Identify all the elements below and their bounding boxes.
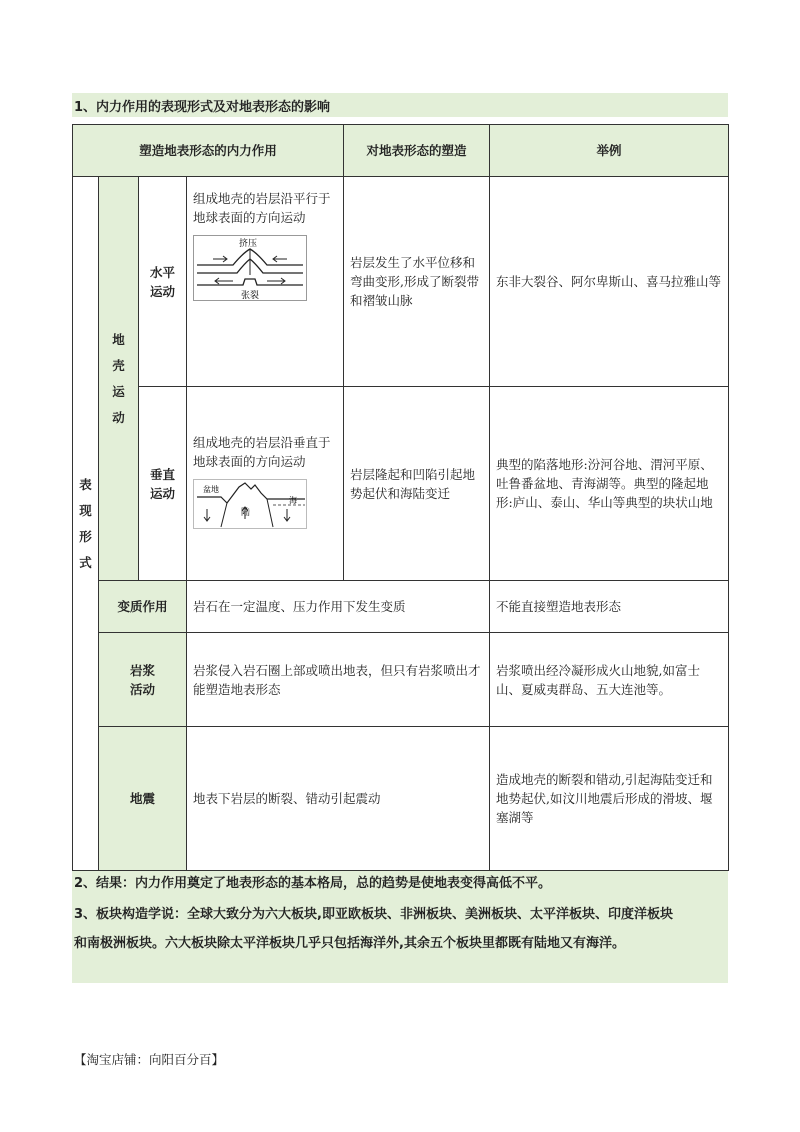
header-col1: 塑造地表形态的内力作用 bbox=[73, 125, 344, 177]
metamorphism-shaping: 岩石在一定温度、压力作用下发生变质 bbox=[187, 581, 490, 633]
magma-shaping: 岩浆侵入岩石圈上部或喷出地表，但只有岩浆喷出才能塑造地表形态 bbox=[187, 633, 490, 727]
vertical-desc: 组成地壳的岩层沿垂直于地球表面的方向运动 bbox=[193, 435, 331, 469]
header-col3: 举例 bbox=[490, 125, 729, 177]
row-horizontal bbox=[73, 177, 729, 387]
horizontal-example: 东非大裂谷、阿尔卑斯山、喜马拉雅山等 bbox=[490, 177, 729, 387]
horizontal-desc: 组成地壳的岩层沿平行于地球表面的方向运动 bbox=[193, 191, 331, 225]
metamorphism-example: 不能直接塑造地表形态 bbox=[490, 581, 729, 633]
horizontal-desc-cell bbox=[187, 177, 344, 387]
magma-label: 岩浆 活动 bbox=[99, 633, 187, 727]
metamorphism-label: 变质作用 bbox=[99, 581, 187, 633]
earthquake-shaping: 地表下岩层的断裂、错动引起震动 bbox=[187, 727, 490, 871]
conclusion-text: 2、结果：内力作用奠定了地表形态的基本格局，总的趋势是使地表变得高低不平。 bbox=[74, 876, 552, 891]
plate-tectonics-line1: 3、板块构造学说：全球大致分为六大板块,即亚欧板块、非洲板块、美洲板块、太平洋板块、印度洋板块 bbox=[74, 907, 673, 922]
fig-basin-label: 盆地 bbox=[203, 485, 219, 494]
plate-tectonics-line2: 和南极洲板块。六大板块除太平洋板块几乎只包括海洋外,其余五个板块里都既有陆地又有海洋。 bbox=[74, 936, 625, 951]
earthquake-label: 地震 bbox=[99, 727, 187, 871]
fig-bottom-label: 张裂 bbox=[240, 291, 260, 301]
vertical-shaping: 岩层隆起和凹陷引起地势起伏和海陆变迁 bbox=[344, 387, 490, 581]
row-magma bbox=[73, 633, 729, 727]
row-earthquake bbox=[73, 727, 729, 871]
vertical-movement-diagram bbox=[193, 479, 307, 529]
vertical-desc-cell bbox=[187, 387, 344, 581]
footer-shop-note: 【淘宝店铺：向阳百分百】 bbox=[74, 1052, 225, 1067]
header-col2: 对地表形态的塑造 bbox=[344, 125, 490, 177]
fig-land-label: 陆 bbox=[241, 508, 251, 518]
magma-example: 岩浆喷出经冷凝形成火山地貌,如富士山、夏威夷群岛、五大连池等。 bbox=[490, 633, 729, 727]
row-vertical bbox=[73, 387, 729, 581]
outer-group-label: 表 现 形 式 bbox=[73, 177, 99, 871]
fig-sea-label: 海 bbox=[289, 496, 297, 505]
internal-force-table bbox=[72, 124, 729, 871]
fig-top-label: 挤压 bbox=[238, 239, 258, 249]
row-metamorphism bbox=[73, 581, 729, 633]
horizontal-movement-diagram bbox=[193, 235, 307, 301]
header-row bbox=[73, 125, 729, 177]
section-heading: 1、内力作用的表现形式及对地表形态的影响 bbox=[74, 100, 331, 115]
horizontal-movement-label: 水平 运动 bbox=[139, 177, 187, 387]
vertical-example: 典型的陷落地形:汾河谷地、渭河平原、吐鲁番盆地、青海湖等。典型的隆起地形:庐山、泰山、华山等典型的块状山地 bbox=[490, 387, 729, 581]
crust-movement-label: 地 壳 运 动 bbox=[99, 177, 139, 581]
earthquake-example: 造成地壳的断裂和错动,引起海陆变迁和地势起伏,如汶川地震后形成的滑坡、堰塞湖等 bbox=[490, 727, 729, 871]
vertical-movement-label: 垂直 运动 bbox=[139, 387, 187, 581]
horizontal-shaping: 岩层发生了水平位移和弯曲变形,形成了断裂带和褶皱山脉 bbox=[344, 177, 490, 387]
